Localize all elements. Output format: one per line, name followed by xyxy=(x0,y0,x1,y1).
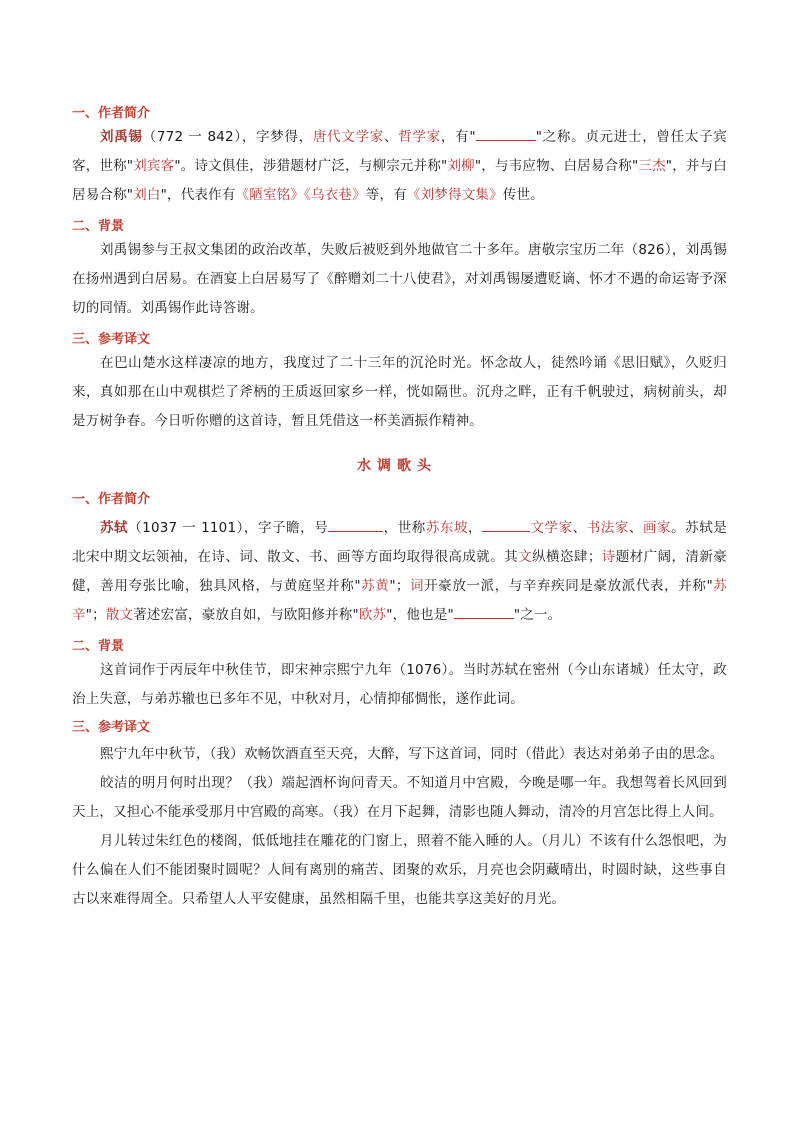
section-heading-background-2: 二、背景 xyxy=(72,639,125,654)
author-intro-paragraph: 刘禹锡（772 一 842），字梦得，唐代文学家、哲学家，有" "之称。贞元进士，曾任太子宾客，世称"刘宾客"。诗文俱佳，涉猎题材广泛，与柳宗元并称"刘柳"，与韦应物、白居易合称"三杰"，并与白居易合称"刘白"，代表作有《陋室铭》《乌衣巷》等，有《刘梦得文集》传世。 xyxy=(72,123,727,210)
section-heading-translation-2: 三、参考译文 xyxy=(72,720,151,735)
section-heading-translation: 三、参考译文 xyxy=(72,332,151,347)
fill-blank[interactable] xyxy=(476,126,536,141)
section-heading-author-intro: 一、作者简介 xyxy=(72,106,151,121)
fill-blank[interactable] xyxy=(454,604,514,619)
translation-p1: 熙宁九年中秋节，（我）欢畅饮酒直至天亮，大醉，写下这首词，同时（借此）表达对弟弟子由的思念。 xyxy=(100,746,724,762)
translation-p3: 月儿转过朱红色的楼阁，低低地挂在雕花的门窗上，照着不能入睡的人。（月儿）不该有什么怨恨吧，为什么偏在人们不能团聚时圆呢？人间有离别的痛苦、团聚的欢乐，月亮也会阴藏晴出，时圆时缺，这些事自古以来难得周全。只希望人人平安健康，虽然相隔千里，也能共享这美好的月光。 xyxy=(72,833,727,907)
fill-blank[interactable] xyxy=(328,517,383,532)
translation-paragraph: 在巴山楚水这样凄凉的地方，我度过了二十三年的沉沦时光。怀念故人，徒然吟诵《思旧赋》，久贬归来，真如那在山中观棋烂了斧柄的王质返回家乡一样，恍如隔世。沉舟之畔，正有千帆驶过，病树前头，却是万树争春。今日听你赠的这首诗，暂且凭借这一杯美酒振作精神。 xyxy=(72,355,727,429)
background-paragraph-2: 这首词作于丙辰年中秋佳节，即宋神宗熙宁九年（1076）。当时苏轼在密州（今山东诸城）任太守，政治上失意，与弟苏辙也已多年不见，中秋对月，心情抑郁惆怅，遂作此词。 xyxy=(72,662,727,707)
translation-paragraphs-2 xyxy=(72,740,727,914)
section-heading-author-intro-2: 一、作者简介 xyxy=(72,492,151,507)
author-name: 刘禹锡 xyxy=(100,129,143,145)
section-heading-background: 二、背景 xyxy=(72,219,125,234)
author-name-2: 苏轼 xyxy=(100,520,129,536)
fill-blank[interactable] xyxy=(482,517,530,532)
translation-p2: 皎洁的明月何时出现？（我）端起酒杯询问青天。不知道月中宫殿，今晚是哪一年。我想驾着长风回到天上，又担心不能承受那月中宫殿的高寒。（我）在月下起舞，清影也随人舞动，清冷的月宫怎比得上人间。 xyxy=(72,775,727,820)
background-paragraph: 刘禹锡参与王叔文集团的政治改革，失败后被贬到外地做官二十多年。唐敬宗宝历二年（826），刘禹锡在扬州遇到白居易。在酒宴上白居易写了《醉赠刘二十八使君》，对刘禹锡屡遭贬谪、怀才不遇的命运寄予深切的同情。刘禹锡作此诗答谢。 xyxy=(72,242,727,316)
poem-title: 水调歌头 xyxy=(357,458,437,474)
author-intro-paragraph-2: 苏轼（1037 一 1101），字子瞻，号 ，世称苏东坡， 文学家、书法家、画家。苏轼是北宋中期文坛领袖，在诗、词、散文、书、画等方面均取得很高成就。其文纵横恣肆；诗题材广阔，清新豪健，善用夸张比喻，独具风格，与黄庭坚并称"苏黄"；词开豪放一派，与辛弃疾同是豪放派代表，并称"苏辛"；散文著述宏富，豪放自如，与欧阳修并称"欧苏"，他也是" "之一。 xyxy=(72,514,727,630)
